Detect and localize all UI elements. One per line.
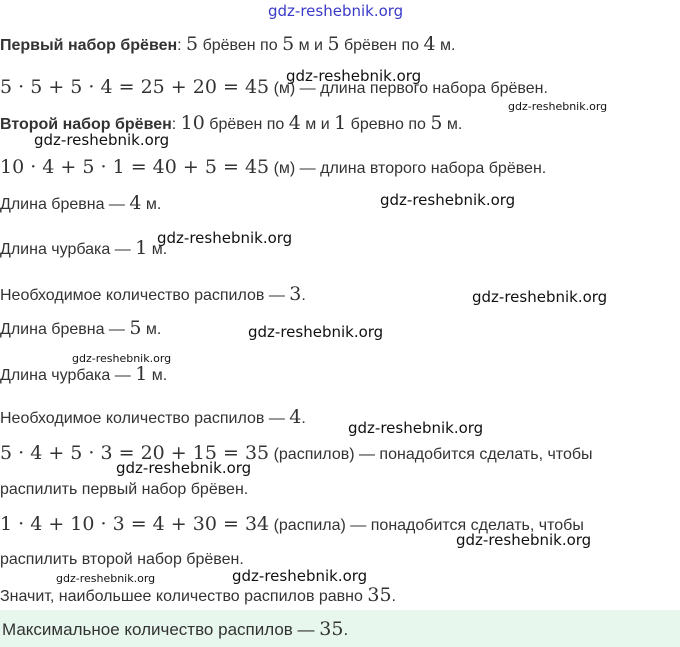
text-fragment: м. [442,116,463,133]
watermark: gdz-reshebnik.org [232,567,368,585]
math-number: 4 [289,406,302,428]
chock-length-line [0,237,167,261]
text-fragment: брёвен по [198,37,283,54]
text-fragment: Длина чурбака — [0,367,136,384]
answer-box [0,610,680,647]
math-number: 5 [327,33,340,55]
text-fragment: Необходимое количество распилов — [0,287,290,304]
math-expression: 5 · 5 + 5 · 4 = 25 + 20 = 45 [0,76,270,98]
math-number: 5 [186,33,199,55]
text-fragment: Необходимое количество распилов — [0,410,290,427]
watermark: gdz-reshebnik.org [34,131,170,149]
text-fragment: м. [141,321,162,338]
text-fragment: . [301,287,306,304]
text-fragment: . [391,588,396,605]
math-number: 1 [135,363,148,385]
cuts-needed-line [0,406,306,430]
math-number: 4 [129,192,142,214]
math-number: 35 [367,584,392,606]
text-fragment: распилить второй набор брёвен. [0,551,244,568]
text-fragment: . [343,620,349,639]
text-fragment: Значит, наибольшее количество распилов равно [0,588,368,605]
watermark: gdz-reshebnik.org [472,288,608,306]
watermark: gdz-reshebnik.org [116,459,252,477]
watermark: gdz-reshebnik.org [72,352,172,365]
conclusion-line [0,584,396,608]
log-length-line [0,317,161,341]
colon: : [171,116,177,133]
second-set-label: Второй набор брёвен [0,116,172,133]
math-number: 5 [430,112,443,134]
watermark: gdz-reshebnik.org [380,191,516,209]
first-set-cuts-continuation [0,479,248,501]
first-set-length-equation [0,76,548,100]
math-number: 10 [180,112,205,134]
watermark: gdz-reshebnik.org [248,323,384,341]
watermark: gdz-reshebnik.org [268,2,404,20]
text-fragment: (м) — длина второго набора брёвен. [269,160,547,177]
text-fragment: бревно по [346,116,431,133]
second-set-cuts-continuation [0,549,244,571]
math-expression: 5 · 4 + 5 · 3 = 20 + 15 = 35 [0,442,270,464]
math-number: 1 [334,112,347,134]
math-number: 35 [319,618,344,640]
text-fragment: брёвен по [339,37,424,54]
text-fragment: Длина чурбака — [0,241,136,258]
watermark: gdz-reshebnik.org [286,67,422,85]
text-fragment: Максимальное количество распилов — [2,620,320,639]
text-fragment: (распилов) — понадобится сделать, чтобы [269,446,593,463]
text-fragment: м. [141,196,162,213]
text-fragment: м. [435,37,456,54]
math-number: 1 [135,237,148,259]
text-fragment: брёвен по [204,116,289,133]
first-set-label: Первый набор брёвен [0,37,178,54]
text-fragment: (м) — длина первого набора брёвен. [269,80,548,97]
watermark: gdz-reshebnik.org [456,531,592,549]
math-number: 5 [282,33,295,55]
math-number: 3 [289,283,302,305]
math-number: 5 [129,317,142,339]
text-fragment: (распила) — понадобится сделать, чтобы [269,517,584,534]
colon: : [177,37,182,54]
text-fragment: распилить первый набор брёвен. [0,481,249,498]
cuts-needed-line [0,283,306,307]
text-fragment: м. [147,241,168,258]
math-number: 4 [423,33,436,55]
watermark: gdz-reshebnik.org [348,419,484,437]
text-fragment: м и [294,37,328,54]
watermark: gdz-reshebnik.org [157,229,293,247]
watermark: gdz-reshebnik.org [56,572,156,585]
math-number: 4 [288,112,301,134]
chock-length-line [0,363,167,387]
answer-text [2,618,348,640]
second-set-description [0,112,462,136]
first-set-description [0,33,455,57]
second-set-cuts-equation [0,513,584,537]
text-fragment: м и [300,116,335,133]
watermark: gdz-reshebnik.org [508,100,608,113]
text-fragment: Длина бревна — [0,321,130,338]
first-set-cuts-equation [0,442,593,466]
text-fragment: м. [147,367,168,384]
math-expression: 10 · 4 + 5 · 1 = 40 + 5 = 45 [0,156,270,178]
text-fragment: Длина бревна — [0,196,130,213]
text-fragment: . [301,410,306,427]
log-length-line [0,192,161,216]
second-set-length-equation [0,156,546,180]
math-expression: 1 · 4 + 10 · 3 = 4 + 30 = 34 [0,513,270,535]
